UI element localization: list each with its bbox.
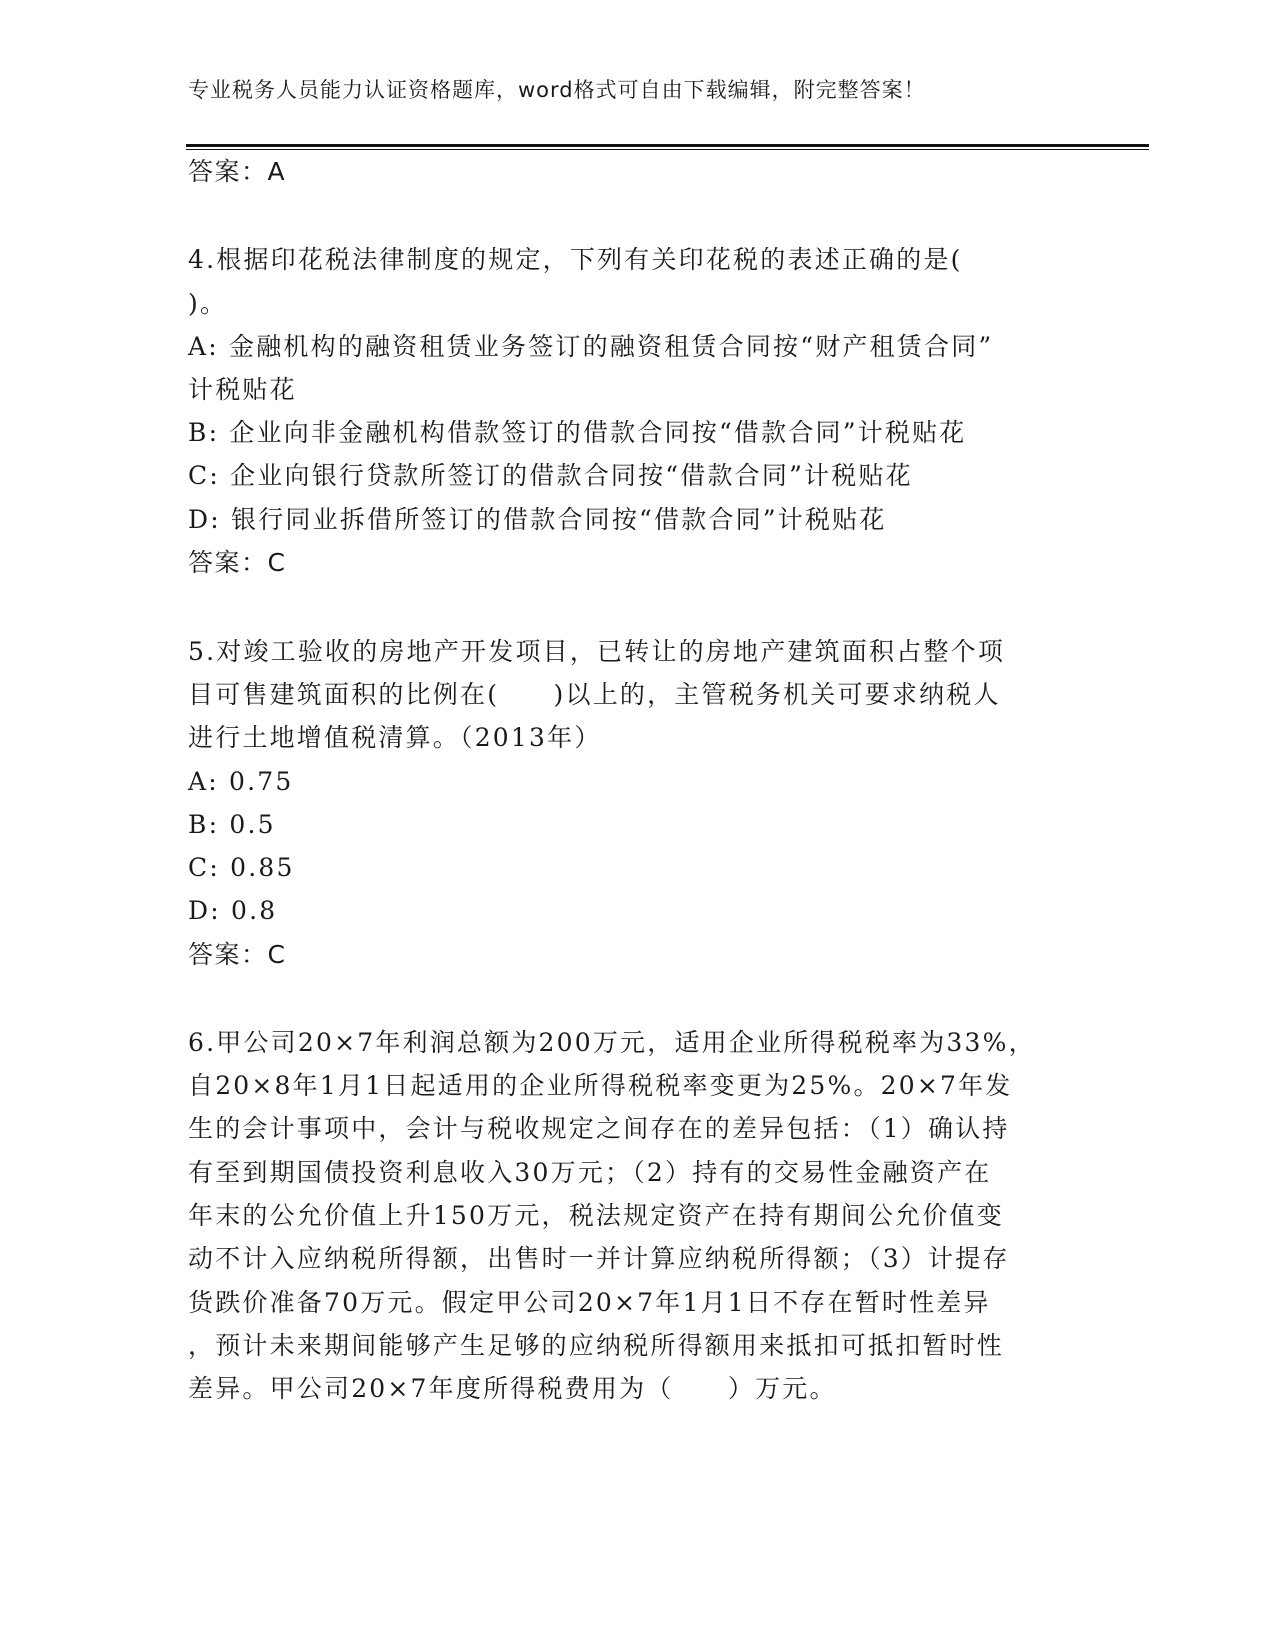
q4-answer: 答案：C [188,548,287,577]
q6-stem-line-1: 6.甲公司20×7年利润总额为200万元，适用企业所得税税率为33%， [188,1028,1036,1057]
q5-stem-line-2: 目可售建筑面积的比例在( )以上的，主管税务机关可要求纳税人 [188,680,1001,709]
q6-stem-line-2: 自20×8年1月1日起适用的企业所得税税率变更为25%。20×7年发 [188,1071,1013,1100]
q5-option-d: D: 0.8 [188,896,278,925]
q4-option-a: A: 金融机构的融资租赁业务签订的融资租赁合同按“财产租赁合同” [188,332,994,361]
q6-stem-line-4: 有至到期国债投资利息收入30万元；（2）持有的交易性金融资产在 [188,1158,992,1187]
q4-option-b: B: 企业向非金融机构借款签订的借款合同按“借款合同”计税贴花 [188,418,967,447]
q4-option-c: C: 企业向银行贷款所签订的借款合同按“借款合同”计税贴花 [188,461,913,490]
q4-stem-line-1: 4.根据印花税法律制度的规定，下列有关印花税的表述正确的是( [188,245,963,274]
q5-answer: 答案：C [188,940,287,969]
q6-stem-line-8: ，预计未来期间能够产生足够的应纳税所得额用来抵扣可抵扣暂时性 [188,1331,1005,1360]
page-header: 专业税务人员能力认证资格题库，word格式可自由下载编辑，附完整答案！ [188,78,926,102]
q5-stem-line-3: 进行土地增值税清算。（2013年） [188,723,602,752]
q5-stem-line-1: 5.对竣工验收的房地产开发项目，已转让的房地产建筑面积占整个项 [188,637,1006,666]
q6-stem-line-5: 年末的公允价值上升150万元，税法规定资产在持有期间公允价值变 [188,1201,1004,1230]
header-rule-thin [186,149,1149,150]
q6-stem-line-3: 生的会计事项中，会计与税收规定之间存在的差异包括：（1）确认持 [188,1114,1010,1143]
q5-option-c: C: 0.85 [188,853,295,882]
q4-stem-line-2: )。 [188,289,228,318]
q6-stem-line-6: 动不计入应纳税所得额，出售时一并计算应纳税所得额；（3）计提存 [188,1244,1010,1273]
answer-prev: 答案：A [188,157,287,186]
q5-option-b: B: 0.5 [188,810,276,839]
q4-option-a-cont: 计税贴花 [188,375,297,404]
q6-stem-line-7: 货跌价准备70万元。假定甲公司20×7年1月1日不存在暂时性差异 [188,1288,991,1317]
q6-stem-line-9: 差异。甲公司20×7年度所得税费用为（ ）万元。 [188,1374,837,1403]
q5-option-a: A: 0.75 [188,767,294,796]
q4-option-d: D: 银行同业拆借所签订的借款合同按“借款合同”计税贴花 [188,505,887,534]
header-rule-thick [186,144,1149,147]
